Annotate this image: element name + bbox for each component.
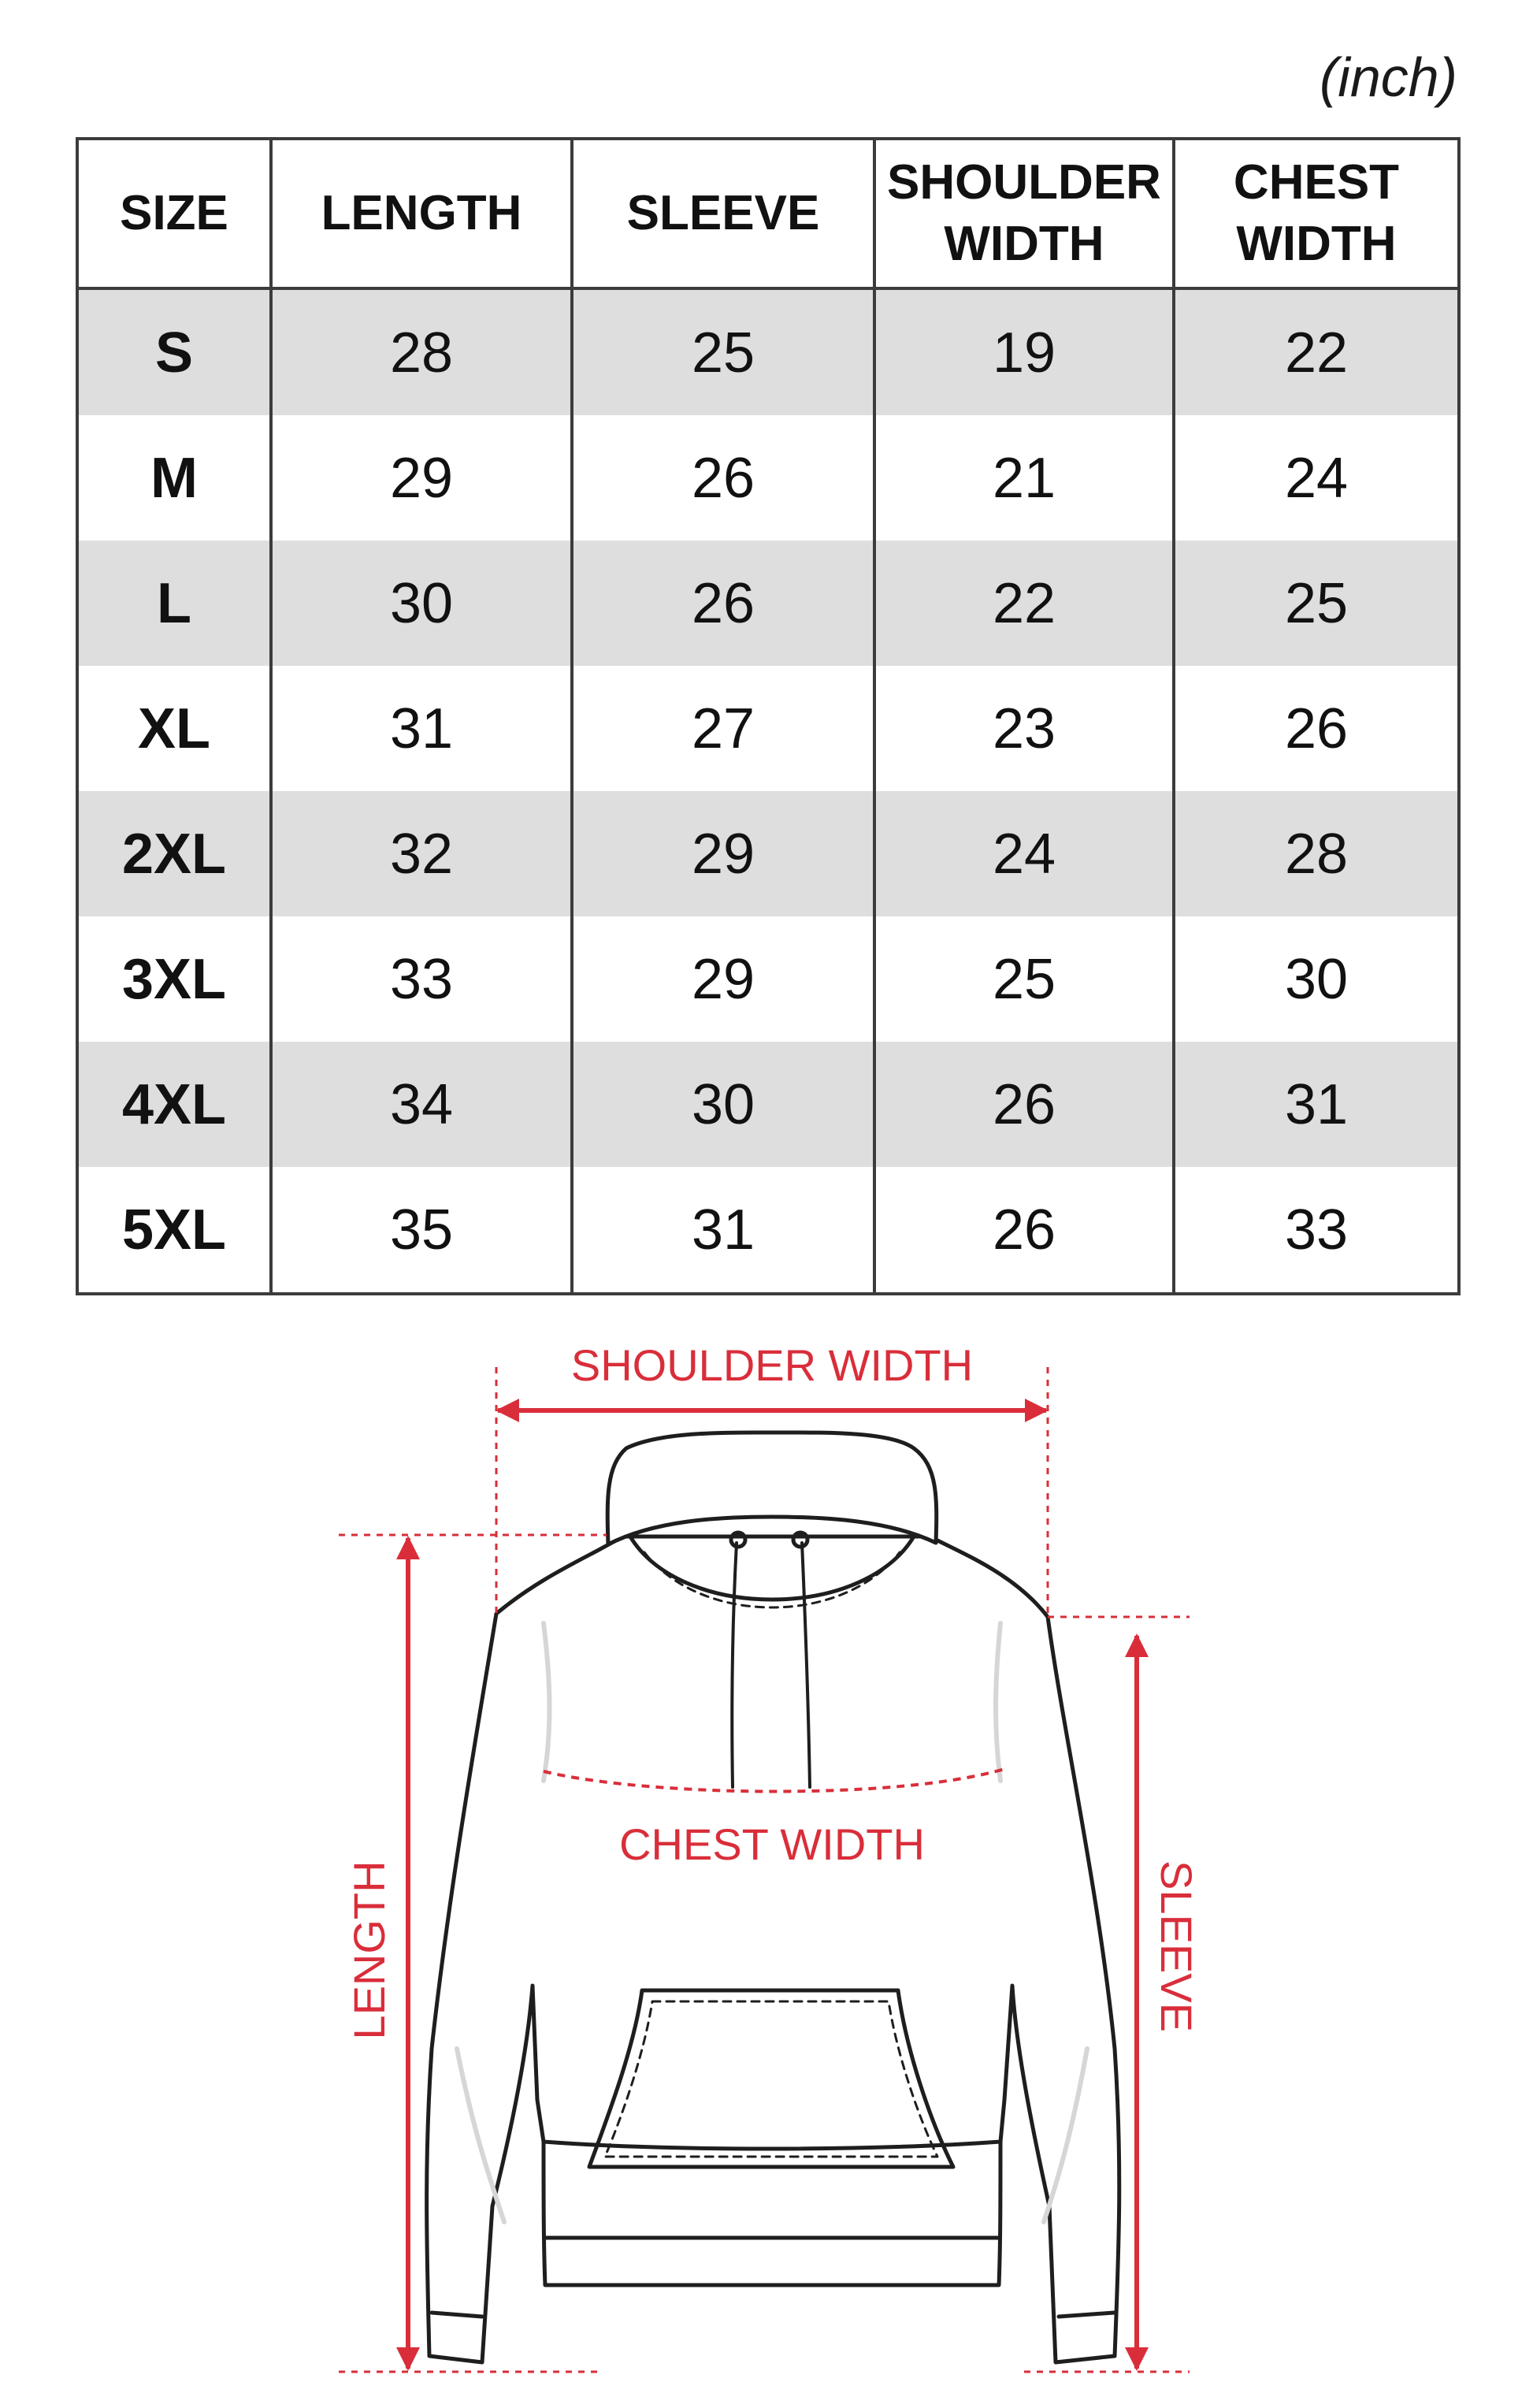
header-shoulder-text-2: WIDTH: [944, 217, 1104, 271]
cell-sleeve: 29: [572, 791, 874, 916]
cell-size: S: [77, 288, 271, 415]
cell-sleeve: 26: [572, 415, 874, 541]
cell-shoulder-width: 26: [874, 1167, 1174, 1294]
hoodie-outline: [427, 1433, 1119, 2362]
cell-shoulder-width: 24: [874, 791, 1174, 916]
cell-length: 34: [271, 1042, 572, 1167]
cell-length: 30: [271, 541, 572, 666]
header-chest-text-2: WIDTH: [1236, 217, 1397, 271]
cell-length: 33: [271, 916, 572, 1042]
cell-chest-width: 22: [1174, 288, 1459, 415]
chest-width-label: CHEST WIDTH: [619, 1819, 925, 1869]
cell-chest-width: 33: [1174, 1167, 1459, 1294]
header-size-text: SIZE: [120, 186, 228, 240]
header-length-text: LENGTH: [321, 186, 522, 240]
cell-shoulder-width: 19: [874, 288, 1174, 415]
cell-length: 31: [271, 666, 572, 791]
hoodie-hood: [607, 1433, 937, 1544]
cell-size: XL: [77, 666, 271, 791]
cell-sleeve: 27: [572, 666, 874, 791]
cell-chest-width: 31: [1174, 1042, 1459, 1167]
cell-sleeve: 30: [572, 1042, 874, 1167]
cell-size: 2XL: [77, 791, 271, 916]
cell-size: 4XL: [77, 1042, 271, 1167]
cell-shoulder-width: 22: [874, 541, 1174, 666]
cell-size: L: [77, 541, 271, 666]
shoulder-width-label: SHOULDER WIDTH: [570, 1340, 974, 1390]
cell-chest-width: 24: [1174, 415, 1459, 541]
waistband: [544, 2142, 1000, 2285]
cell-size: 5XL: [77, 1167, 271, 1294]
sleeve-label: SLEEVE: [1152, 1860, 1201, 2032]
cell-chest-width: 26: [1174, 666, 1459, 791]
cell-chest-width: 28: [1174, 791, 1459, 916]
cell-size: M: [77, 415, 271, 541]
cell-size: 3XL: [77, 916, 271, 1042]
cell-length: 28: [271, 288, 572, 415]
header-shoulder-text-1: SHOULDER: [887, 155, 1161, 210]
cell-sleeve: 25: [572, 288, 874, 415]
header-sleeve-text: SLEEVE: [626, 186, 820, 240]
cell-chest-width: 30: [1174, 916, 1459, 1042]
cell-shoulder-width: 21: [874, 415, 1174, 541]
cell-length: 32: [271, 791, 572, 916]
length-label: LENGTH: [344, 1860, 394, 2040]
unit-label: (inch): [1319, 46, 1457, 108]
cell-sleeve: 31: [572, 1167, 874, 1294]
cell-chest-width: 25: [1174, 541, 1459, 666]
cell-sleeve: 26: [572, 541, 874, 666]
cell-length: 29: [271, 415, 572, 541]
cell-shoulder-width: 25: [874, 916, 1174, 1042]
cell-sleeve: 29: [572, 916, 874, 1042]
cell-shoulder-width: 26: [874, 1042, 1174, 1167]
cell-length: 35: [271, 1167, 572, 1294]
cell-shoulder-width: 23: [874, 666, 1174, 791]
header-chest-text-1: CHEST: [1233, 155, 1400, 210]
